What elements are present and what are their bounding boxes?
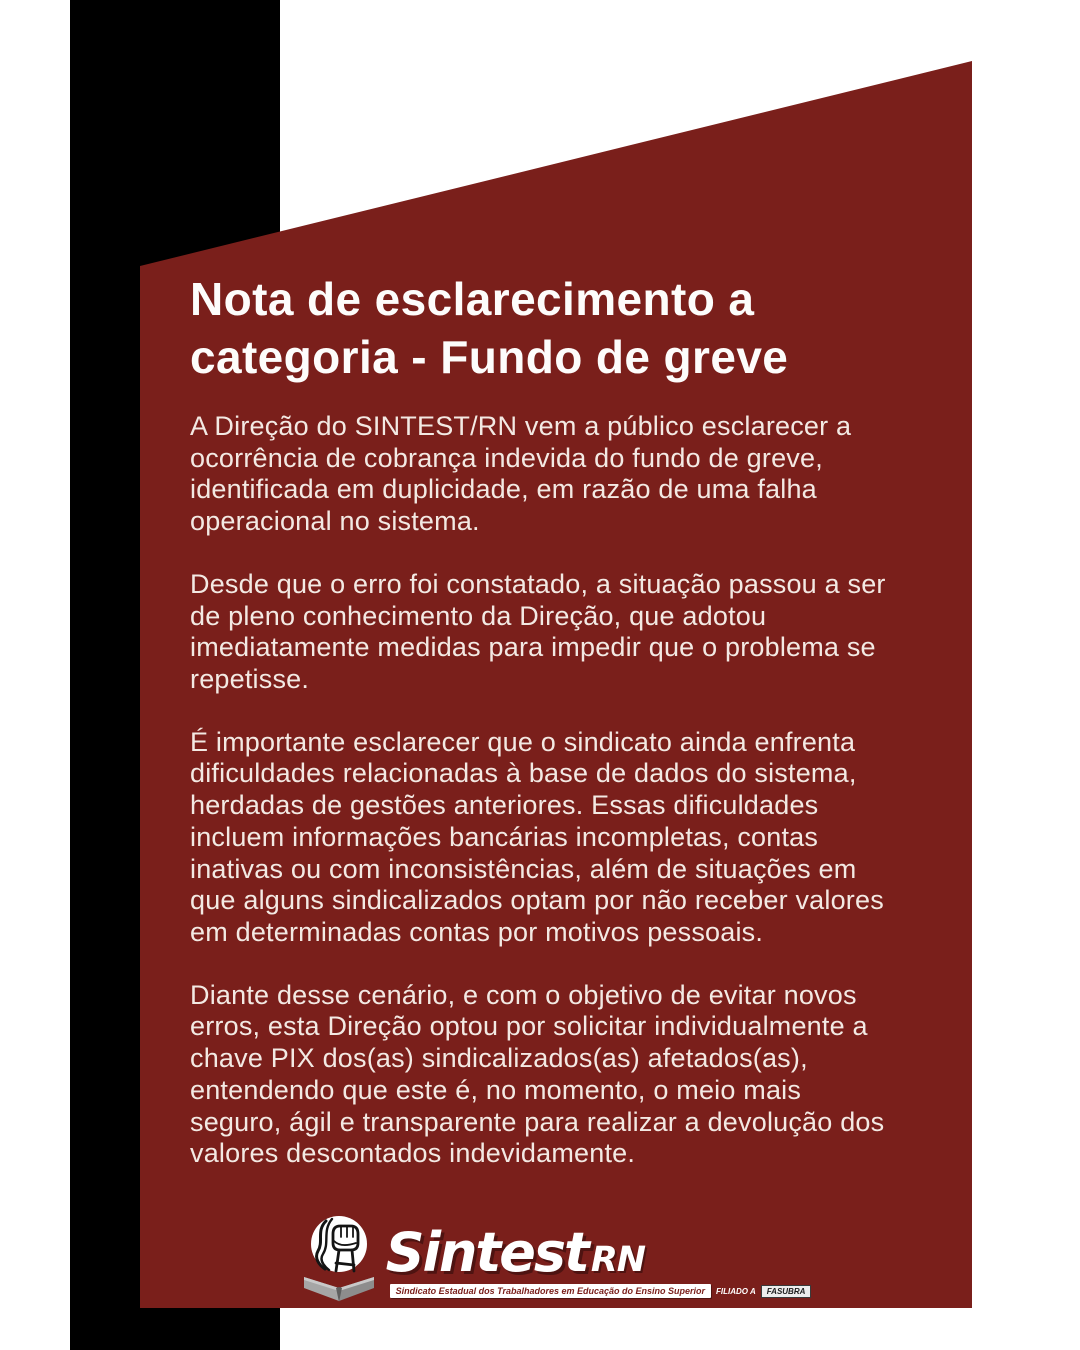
- note-paragraph: Diante desse cenário, e com o objetivo de evitar novos erros, esta Direção optou por solicitar individualmente a chave PIX dos(as) sindicalizados(as) afetados(as), entendendo que este é, no momento, o meio mais seguro, ágil e transparente para realizar a devolução dos valores descontados indevidamente.: [190, 979, 885, 1169]
- logo-tagline-row: [390, 1284, 812, 1298]
- note-title-line2: categoria - Fundo de greve: [190, 330, 789, 383]
- note-paragraph: Desde que o erro foi constatado, a situação passou a ser de pleno conhecimento da Direção, que adotou imediatamente medidas para impedir que o problema se repetisse.: [190, 568, 886, 694]
- affiliation-badge: FASUBRA: [761, 1285, 812, 1298]
- logo-wordmark-row: [385, 1221, 812, 1284]
- note-paragraph: A Direção do SINTEST/RN vem a público esclarecer a ocorrência de cobrança indevida do fundo de greve, identificada em duplicidade, em razão de uma falha operacional no sistema.: [190, 410, 852, 537]
- raised-fist-icon: [333, 1226, 358, 1271]
- logo-wordmark: Sintest: [385, 1221, 588, 1284]
- fist-and-book-emblem: [301, 1213, 377, 1307]
- note-title: [190, 271, 890, 387]
- open-book-icon: [304, 1277, 374, 1302]
- note-content: [190, 271, 890, 1201]
- note-paragraph: É importante esclarecer que o sindicato ainda enfrenta dificuldades relacionadas à base de dados do sistema, herdadas de gestões anteriores. Essas dificuldades incluem informações bancárias incompletas, contas inativas ou com inconsistências, além de situações em que alguns sindicalizados optam por não receber valores em determinadas contas por motivos pessoais.: [190, 726, 884, 947]
- logo-tagline: Sindicato Estadual dos Trabalhadores em Educação do Ensino Superior: [390, 1284, 711, 1298]
- logo-suffix: RN: [590, 1240, 646, 1280]
- logo-text-block: [385, 1221, 812, 1298]
- sintest-logo: [140, 1213, 972, 1307]
- note-title-line1: Nota de esclarecimento a: [190, 273, 755, 325]
- affiliation-label: FILIADO A: [716, 1286, 756, 1296]
